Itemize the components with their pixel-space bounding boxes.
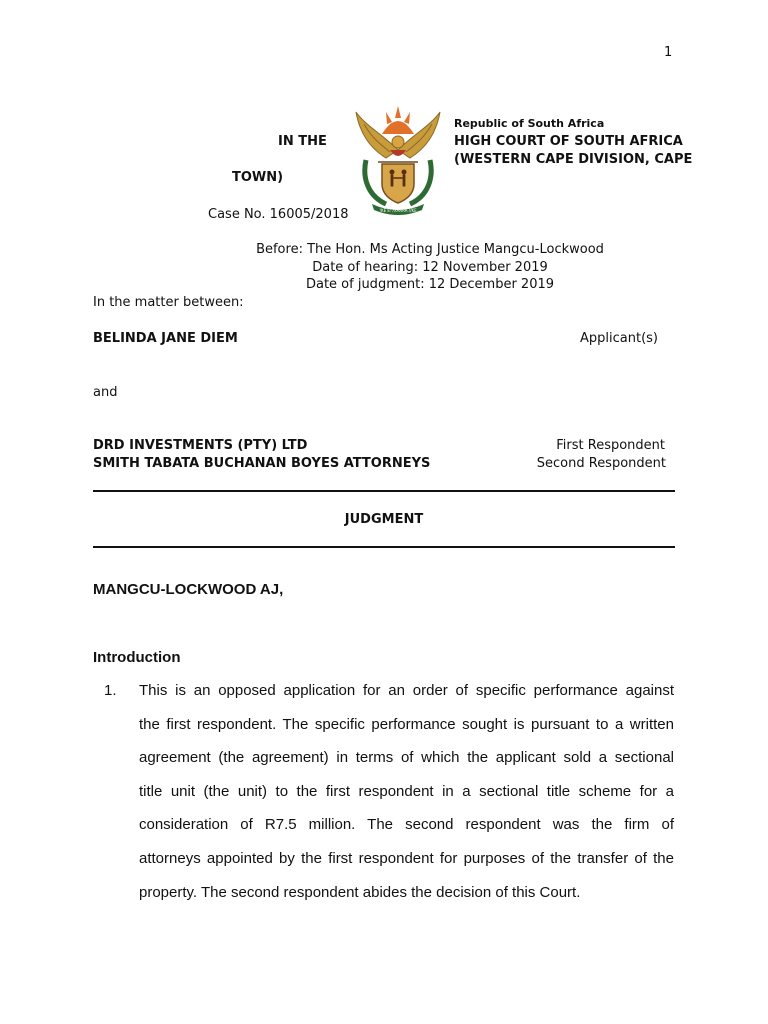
court-name-left-line2: TOWN): [232, 170, 284, 185]
bottom-divider: [93, 546, 675, 548]
judge-name: MANGCU-LOCKWOOD AJ,: [93, 581, 284, 598]
applicant-role: Applicant(s): [580, 331, 658, 346]
court-name-right-line1: HIGH COURT OF SOUTH AFRICA: [454, 134, 683, 149]
top-divider: [93, 490, 675, 492]
paragraph-line: the first respondent. The specific performance sought is pursuant to a written: [139, 715, 674, 733]
case-number: Case No. 16005/2018: [208, 207, 349, 222]
court-name-left-line1: IN THE: [278, 134, 327, 149]
paragraph-line: agreement (the agreement) in terms of which the applicant sold a sectional: [139, 749, 674, 767]
applicant-name: BELINDA JANE DIEM: [93, 331, 238, 346]
paragraph-number: 1.: [104, 682, 117, 699]
coat-of-arms-motto: !KE E: /XARRA //KE: [379, 208, 417, 213]
second-respondent-name: SMITH TABATA BUCHANAN BOYES ATTORNEYS: [93, 456, 431, 471]
coat-of-arms-emblem: [352, 104, 444, 216]
paragraph-line: title unit (the unit) to the first respondent in a sectional title scheme for a: [139, 782, 674, 800]
before-judge: Before: The Hon. Ms Acting Justice Mangcu-Lockwood: [256, 242, 604, 257]
republic-label: Republic of South Africa: [454, 117, 605, 130]
judgment-title: JUDGMENT: [344, 512, 424, 527]
section-heading-introduction: Introduction: [93, 649, 181, 666]
paragraph-body: [139, 674, 674, 909]
and-label: and: [93, 385, 118, 400]
page-number: 1: [664, 45, 673, 60]
matter-between-label: In the matter between:: [93, 295, 244, 310]
paragraph-line: consideration of R7.5 million. The second respondent was the firm of: [139, 816, 674, 834]
date-of-hearing: Date of hearing: 12 November 2019: [312, 260, 548, 275]
paragraph-line: property. The second respondent abides the decision of this Court.: [139, 883, 581, 901]
date-of-judgment: Date of judgment: 12 December 2019: [305, 277, 555, 292]
first-respondent-name: DRD INVESTMENTS (PTY) LTD: [93, 438, 308, 453]
paragraph-line: attorneys appointed by the first respondent for purposes of the transfer of the: [139, 849, 674, 867]
first-respondent-role: First Respondent: [556, 438, 665, 453]
court-name-right-line2: (WESTERN CAPE DIVISION, CAPE: [454, 152, 693, 167]
second-respondent-role: Second Respondent: [536, 456, 666, 471]
paragraph-line: This is an opposed application for an order of specific performance against: [139, 682, 674, 699]
